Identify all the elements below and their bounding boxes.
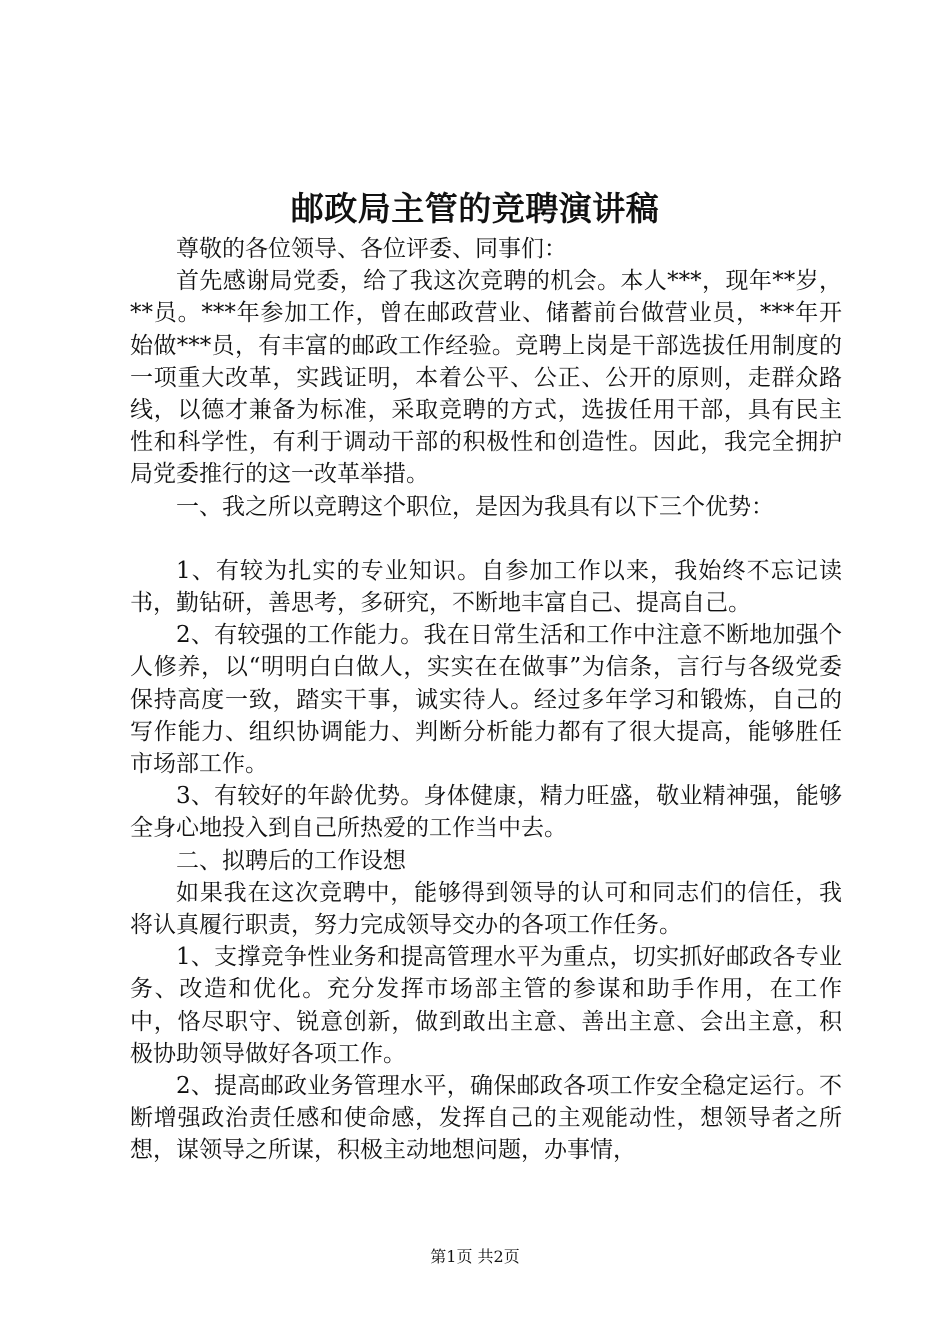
document-body — [130, 233, 842, 1167]
paragraph-salutation: 尊敬的各位领导、各位评委、同事们： — [176, 236, 567, 262]
paragraph-section-one-heading: 一、我之所以竞聘这个职位，是因为我具有以下三个优势： — [176, 493, 774, 520]
paragraph-section-two-heading: 二、拟聘后的工作设想 — [176, 847, 406, 874]
paragraph-advantage-three: 3、有较好的年龄优势。身体健康，精力旺盛，敬业精神强，能够全身心地投入到自己所热爱的工作当中去。 — [130, 783, 842, 842]
paragraph-advantage-one: 1、有较为扎实的专业知识。自参加工作以来，我始终不忘记读书，勤钻研，善思考，多研究，不断地丰富自己、提高自己。 — [130, 557, 842, 617]
paragraph-work-plan-one: 1、支撑竞争性业务和提高管理水平为重点，切实抓好邮政各专业务、改造和优化。充分发挥市场部主管的参谋和助手作用，在工作中，恪尽职守、锐意创新，做到敢出主意、善出主意、会出主意，积极协助领导做好各项工作。 — [130, 944, 842, 1067]
document-title: 邮政局主管的竞聘演讲稿 — [290, 189, 660, 228]
paragraph-introduction: 首先感谢局党委，给了我这次竞聘的机会。本人***，现年**岁，**员。***年参加工作，曾在邮政营业、储蓄前台做营业员，***年开始做***员，有丰富的邮政工作经验。竞聘上岗是干部选拔任用制度的一项重大改革，实践证明，本着公平、公正、公开的原则，走群众路线，以德才兼备为标准，采取竞聘的方式，选拔任用干部，具有民主性和科学性，有利于调动干部的积极性和创造性。因此，我完全拥护局党委推行的这一改革举措。 — [130, 268, 842, 488]
page-footer: 第1页 共2页 — [430, 1247, 520, 1266]
paragraph-advantage-two: 2、有较强的工作能力。我在日常生活和工作中注意不断地加强个人修养，以“明明白白做人，实实在在做事”为信条，言行与各级党委保持高度一致，踏实干事，诚实待人。经过多年学习和锻炼，自己的写作能力、组织协调能力、判断分析能力都有了很大提高，能够胜任市场部工作。 — [130, 622, 842, 778]
paragraph-work-plan-intro: 如果我在这次竞聘中，能够得到领导的认可和同志们的信任，我将认真履行职责，努力完成领导交办的各项工作任务。 — [130, 879, 842, 939]
paragraph-work-plan-two: 2、提高邮政业务管理水平，确保邮政各项工作安全稳定运行。不断增强政治责任感和使命感，发挥自己的主观能动性，想领导者之所想，谋领导之所谋，积极主动地想问题，办事情， — [130, 1073, 842, 1164]
